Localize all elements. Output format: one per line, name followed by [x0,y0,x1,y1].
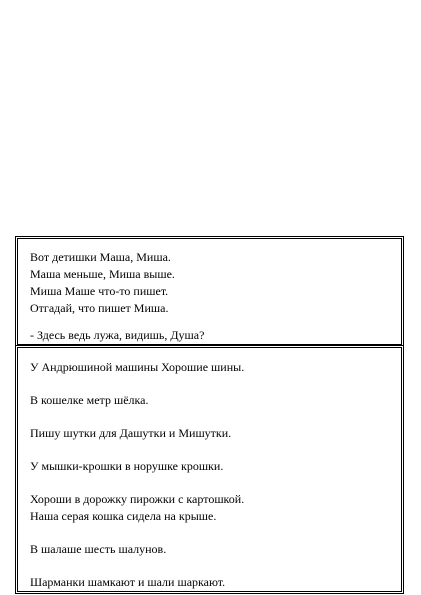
phrase [30,491,393,525]
poem-box [15,236,404,347]
poem-line: Миша Маше что-то пишет. [30,284,169,298]
phrase-line: Пишу шутки для Дашутки и Мишутки. [30,426,232,440]
poem-line: Вот детишки Маша, Миша. [30,250,171,264]
poem-line-clipped: - Здесь ведь лужа, видишь, Душа? [30,328,205,342]
poem-text [30,249,393,344]
phrase-line: У мышки-крошки в норушке крошки. [30,459,224,473]
phrase [30,458,393,475]
phrases-list [30,359,393,591]
poem-line: Маша меньше, Миша выше. [30,267,175,281]
phrase [30,392,393,409]
phrases-box [15,345,404,594]
phrase-line: Шарманки шамкают и шали шаркают. [30,575,226,589]
phrase [30,359,393,376]
phrase-line: В кошелке метр шёлка. [30,393,149,407]
phrase-line: В шалаше шесть шалунов. [30,542,167,556]
phrase [30,574,393,591]
phrase-line: Наша серая кошка сидела на крыше. [30,509,217,523]
phrase [30,425,393,442]
phrase [30,541,393,558]
poem-line: Отгадай, что пишет Миша. [30,301,169,315]
phrase-line: Хороши в дорожку пирожки с картошкой. [30,492,245,506]
phrase-line: У Андрюшиной машины Хорошие шины. [30,360,245,374]
